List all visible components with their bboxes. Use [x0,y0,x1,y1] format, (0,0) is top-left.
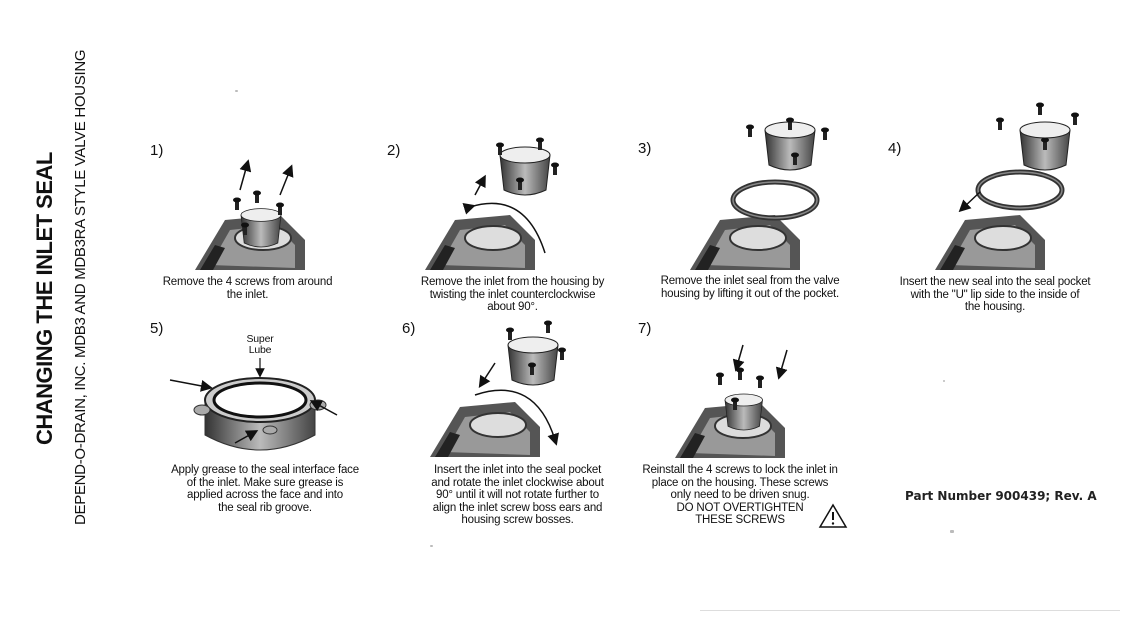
callout-line: Lube [248,344,272,356]
callout-line: Super [246,333,274,345]
caption-line: twisting the inlet counterclockwise [429,288,596,301]
caption-line: applied across the face and into [187,489,343,501]
step-5-number: 5) [150,320,164,337]
caption-line: of the inlet. Make sure grease is [186,476,344,489]
part-number: Part Number 900439; Rev. A [905,489,1097,503]
step-2-figure [415,135,565,275]
step-2-caption [390,276,635,314]
step-1-number: 1) [150,142,164,159]
scan-speck [950,530,954,533]
step-5-caption [145,464,385,514]
scan-speck [235,90,238,92]
step-7-number: 7) [638,320,652,337]
caption-line: with the "U" lip side to the inside of [910,288,1080,301]
step-6-number: 6) [402,320,416,337]
scan-speck [943,380,945,382]
caption-line: 90° until it will not rotate further to [436,489,599,501]
caption-line: Remove the inlet from the housing by [420,276,605,288]
step-4-number: 4) [888,140,902,157]
caption-line: Insert the new seal into the seal pocket [899,276,1091,288]
caption-line: the inlet. [226,288,269,301]
document-title: CHANGING THE INLET SEAL [32,152,57,445]
step-4-figure [925,100,1085,275]
caption-line: housing by lifting it out of the pocket. [660,287,840,300]
caption-line: housing screw bosses. [461,514,574,526]
super-lube-callout [225,334,295,356]
caption-line: the seal rib groove. [218,501,312,514]
caption-line: about 90°. [487,301,538,313]
step-3-caption [630,275,870,300]
caption-line: Remove the 4 screws from around [162,276,333,288]
caption-line: only need to be driven snug. [670,489,810,501]
step-5-figure [165,355,345,460]
scan-speck [430,545,433,547]
caption-line: Apply grease to the seal interface face [171,464,359,476]
step-6-figure [420,315,570,460]
caption-line: Reinstall the 4 screws to lock the inlet in [642,464,838,476]
caption-line: and rotate the inlet clockwise about [431,476,604,489]
step-7-figure [665,340,805,460]
step-4-caption [880,276,1110,314]
step-3-figure [680,115,840,275]
step-1-figure [185,155,315,275]
caption-line: THESE SCREWS [695,514,785,526]
document-subtitle: DEPEND-O-DRAIN, INC. MDB3 AND MDB3RA STYLE VALVE HOUSING [72,49,89,525]
step-1-caption [140,276,355,301]
caption-line: Insert the inlet into the seal pocket [433,464,602,476]
step-2-number: 2) [387,142,401,159]
step-3-number: 3) [638,140,652,157]
caption-line: align the inlet screw boss ears and [432,501,603,514]
step-6-caption [400,464,635,527]
scan-line [700,610,1120,611]
warning-triangle-icon [818,503,848,529]
caption-line: the housing. [964,301,1026,313]
caption-line: Remove the inlet seal from the valve [660,275,840,287]
caption-line: DO NOT OVERTIGHTEN [676,501,804,514]
caption-line: place on the housing. These screws [651,476,829,489]
